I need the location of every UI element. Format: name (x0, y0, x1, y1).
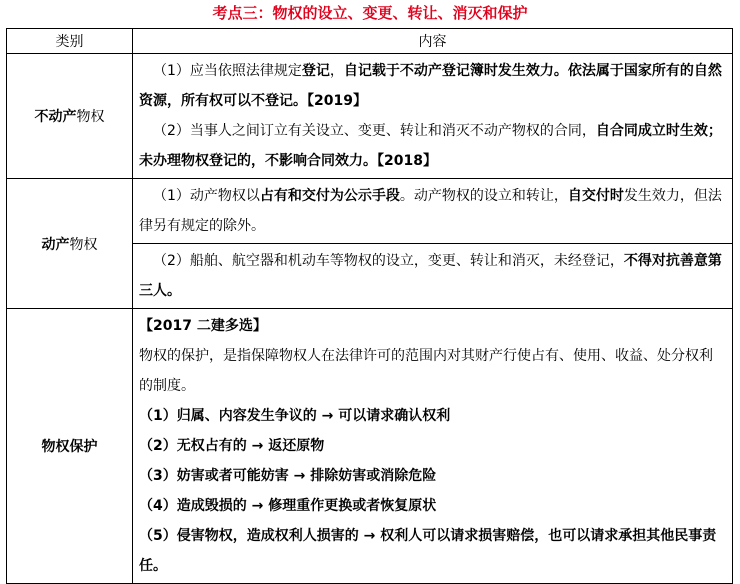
paragraph (139, 246, 726, 306)
table-header-row (7, 29, 733, 54)
category-movable (7, 179, 133, 309)
exam-tag: 【2017 二建多选】 (139, 318, 267, 334)
category-rest: 物权 (69, 236, 98, 253)
table-row (7, 309, 733, 584)
paragraph (139, 116, 726, 176)
text-span-bold: 不得对抗善意第三人。 (139, 253, 722, 299)
text-span-bold: 时发生效力。依法属于国家所有的自然资源，所有权可以不登记。【2019】 (139, 63, 722, 109)
category-protection: 物权保护 (7, 309, 133, 584)
text-span: ， (329, 63, 344, 79)
text-span: （2）船舶、航空器和机动车等物权的设立，变更、转让和消灭，未经登记， (153, 253, 624, 269)
category-rest: 物权 (76, 109, 105, 125)
list-item: （5）侵害物权，造成权利人损害的 → 权利人可以请求损害赔偿，也可以请求承担其他民事责任。 (139, 528, 717, 574)
definition-text: 物权的保护，是指保障物权人在法律许可的范围内对其财产行使占有、使用、收益、处分权利的制度。 (139, 348, 713, 394)
table-row (7, 179, 733, 244)
text-span-bold: 自记载于不动产登记簿 (343, 63, 484, 79)
category-bold: 动产 (41, 236, 70, 253)
list-item: （2）无权占有的 → 返还原物 (139, 438, 325, 454)
text-span-bold: 占有和交付为公示手段 (259, 188, 400, 204)
text-span: （2）当事人之间订立有关设立、变更、转让和消灭不动产物权的合同， (153, 123, 596, 139)
paragraph (139, 181, 726, 241)
list-item: （3）妨害或者可能妨害 → 排除妨害或消除危险 (139, 468, 437, 484)
content-real-estate (133, 54, 733, 179)
text-span: 发生效力，但法律另有规定的除外。 (139, 188, 722, 234)
topic-table (6, 28, 733, 584)
paragraph (139, 56, 726, 116)
content-movable-2 (133, 244, 733, 309)
text-span: 。动产物权的设立和转让， (399, 188, 568, 204)
text-span-bold: 自合同成立时生效；未办理物权登记的，不影响合同效力。【2018】 (139, 123, 722, 169)
category-real-estate (7, 54, 133, 179)
text-span-bold: 登记 (301, 63, 330, 79)
header-content: 内容 (133, 29, 733, 54)
content-protection (133, 309, 733, 584)
list-item: （1）归属、内容发生争议的 → 可以请求确认权利 (139, 408, 451, 424)
list-item: （4）造成毁损的 → 修理重作更换或者恢复原状 (139, 498, 437, 514)
category-bold: 不动产 (34, 109, 77, 125)
content-movable-1 (133, 179, 733, 244)
table-row (7, 54, 733, 179)
text-span: （1）动产物权以 (153, 188, 260, 204)
text-span-bold: 自交付时 (567, 188, 624, 204)
text-span: （1）应当依照法律规定 (153, 63, 302, 79)
header-category: 类别 (7, 29, 133, 54)
page-title: 考点三：物权的设立、变更、转让、消灭和保护 (212, 4, 528, 22)
